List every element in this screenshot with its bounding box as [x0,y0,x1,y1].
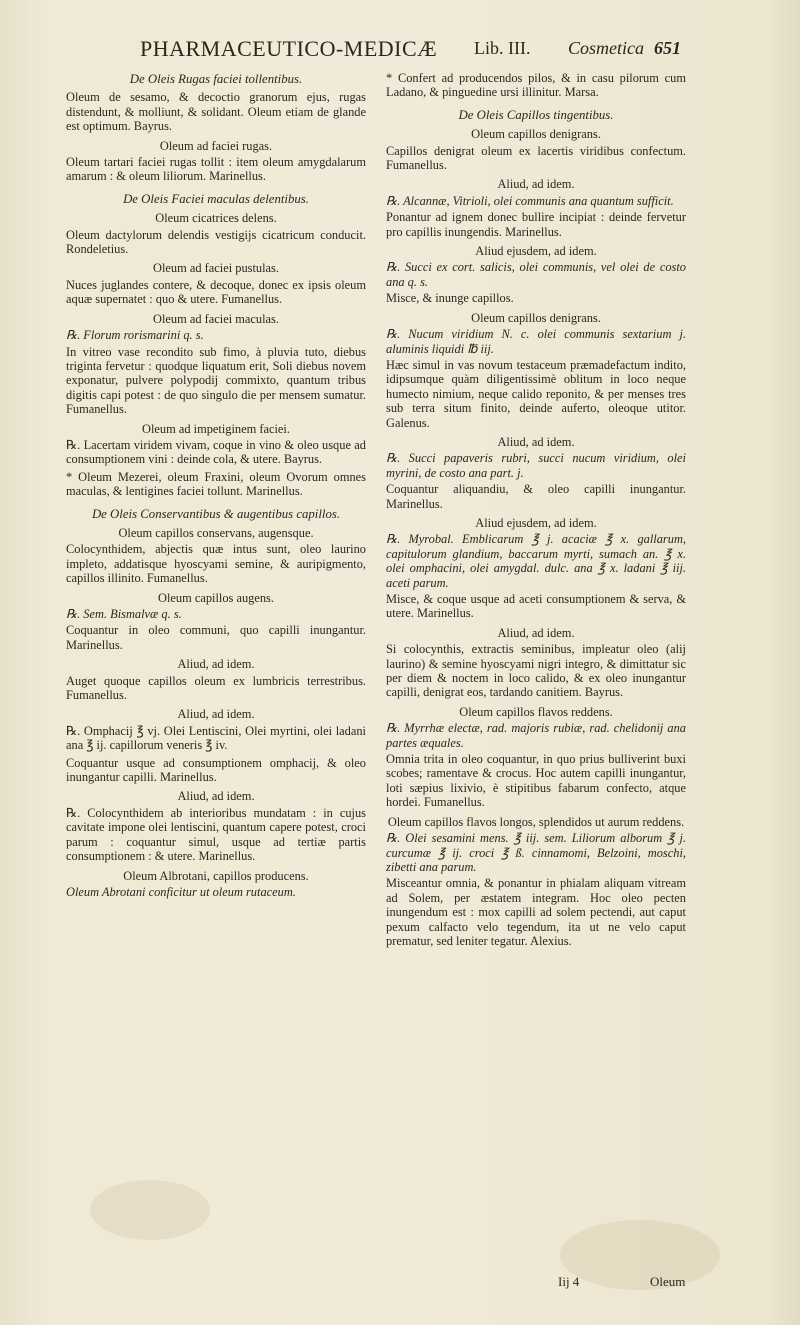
section-heading: De Oleis Capillos tingentibus. [458,107,614,122]
prescription-line: ℞. Nucum viridium N. c. olei communis sextarium j. aluminis liquidi ℔ iij. [386,327,686,356]
page-footer [0,1274,800,1298]
recipe-title: Aliud, ad idem. [177,789,255,804]
paragraph: Oleum tartari faciei rugas tollit : item oleum amygdalarum amarum : & oleum liliorum. Marinellus. [66,155,366,184]
recipe-title: Aliud, ad idem. [497,625,575,640]
prescription-line: ℞. Myrrhæ electæ, rad. majoris rubiæ, rad. chelidonij ana partes æquales. [386,721,686,750]
paragraph: Hæc simul in vas novum testaceum præmadefactum indito, idipsumque quàm diligentissimè oblitum in loco neque humecto nimium, neque calido reponito, & per menses tres sub terra situm finito, deinde auferto, oleoque utitor. Galenus. [386,357,686,430]
paper-stain [90,1180,210,1240]
paragraph: Coquantur usque ad consumptionem omphacij, & oleo inungantur capilli. Marinellus. [66,755,366,785]
section-heading: De Oleis Rugas faciei tollentibus. [129,72,303,86]
recipe-title: Oleum Albrotani, capillos producens. [123,868,309,883]
catchword: Oleum [650,1274,686,1289]
paragraph: * Confert ad producendos pilos, & in casu pilorum cum Ladano, & pinguedine ursi illinitur. Marsa. [386,71,686,100]
paragraph: In vitreo vase recondito sub fimo, à pluvia tuto, diebus triginta fervetur : quodque liquatum erit, Soli diebus novem exponatur, pulvere polypodij commixto, quantum tribus digitis capi potest : de quo singulo die per mensem sumatur. Fumanellus. [66,344,366,417]
prescription-line: ℞. Alcannæ, Vitrioli, olei communis ana quantum sufficit. [386,193,674,208]
paragraph: Nuces juglandes contere, & decoque, donec ex ipsis oleum aquæ supernatet : quo & utere. Fumanellus. [66,277,366,307]
prescription-line: ℞. Florum rorismarini q. s. [66,328,204,343]
book-number: Lib. III. [474,38,531,58]
recipe-title: Oleum cicatrices delens. [155,211,277,226]
paragraph: Si colocynthis, extractis seminibus, impleatur oleo (alij laurino) & semine hyoscyami nigri integro, & dimittatur sic per diem & noctem in loco calido, & ex oleo inungantur capilli, denigrat eos, tardando canitiem. Bayrus. [386,642,686,700]
paragraph: Oleum de sesamo, & decoctio granorum ejus, rugas distendunt, & molliunt, & solidant. Oleum etiam de glande est optimum. Bayrus. [66,90,366,134]
paragraph: Capillos denigrat oleum ex lacertis viridibus confectum. Fumanellus. [386,143,686,173]
recipe-title: Oleum capillos augens. [158,590,274,605]
paragraph: Omnia trita in oleo coquantur, in quo prius bulliverint buxi scobes; ramentave & crocus. Hoc autem capilli inungantur, loti sæpius lixivio, è stipitibus fabarum confecto, atque hordei. Fumanellus. [386,752,686,810]
page-number: 651 [654,38,681,58]
paragraph: Ponantur ad ignem donec bullire incipiat : deinde fervetur pro capillis inungendis. Marinellus. [386,210,686,239]
paragraph: ℞. Colocynthidem ab interioribus mundatam : in cujus cavitate impone olei lentiscini, quantum capere potest, croci parum : coquantur simul, usque ad tertiæ partis consumptionem : & utere. Marinellus. [66,805,366,864]
recipe-title: Aliud, ad idem. [177,657,255,672]
paragraph: Coquantur aliquandiu, & oleo capilli inungantur. Marinellus. [386,482,686,511]
prescription-line: ℞. Succi papaveris rubri, succi nucum viridium, olei myrini, de costo ana part. j. [386,451,686,480]
prescription-line: ℞. Olei sesamini mens. ℥ iij. sem. Liliorum alborum ℥ j. curcumæ ℥ ij. croci ℥ ß. cinnamomi, Belzoini, moschi, zibetti ana parum. [386,831,686,874]
section-title: Cosmetica [568,38,644,58]
left-column [66,72,366,901]
recipe-title: Oleum capillos conservans, augensque. [118,525,314,540]
paragraph: * Oleum Mezerei, oleum Fraxini, oleum Ovorum omnes maculas, & lentigines faciei tollunt. Marinellus. [66,469,366,499]
recipe-title: Aliud ejusdem, ad idem. [475,515,597,530]
section-heading: De Oleis Faciei maculas delentibus. [123,191,309,206]
paragraph: Colocynthidem, abjectis quæ intus sunt, oleo laurino impleto, addatisque hyoscyami semine, & auripigmento, capillos illinito. Fumanellus. [66,542,366,586]
running-title: PHARMACEUTICO-MEDICÆ [140,36,438,61]
paragraph: Misceantur omnia, & ponantur in phialam aliquam vitream ad Solem, per æstatem integram. Hoc oleo pecten inungendum est : mox capilli ad solem pectendi, aut caput pexum calfacto velo tegendum, ita ut ne velo caput prematur, sed leniter tegatur. Alexius. [386,876,686,948]
running-header [0,30,800,70]
prescription-line: ℞. Succi ex cort. salicis, olei communis, vel olei de costo ana q. s. [386,260,686,289]
recipe-title: Aliud ejusdem, ad idem. [475,244,597,259]
paragraph: Misce, & coque usque ad aceti consumptionem & serva, & utere. Marinellus. [386,592,686,621]
recipe-title: Oleum capillos denigrans. [471,127,601,142]
signature-mark: Iij 4 [558,1274,580,1289]
paragraph: ℞. Omphacij ℥ vj. Olei Lentiscini, Olei myrtini, olei ladani ana ℥ ij. capillorum veneris ℥ iv. [66,723,366,753]
recipe-title: Aliud, ad idem. [177,707,255,722]
paragraph: ℞. Lacertam viridem vivam, coque in vino & oleo usque ad consumptionem vini : deinde cola, & utere. Bayrus. [66,437,366,467]
recipe-title: Aliud, ad idem. [497,177,575,192]
paragraph: Misce, & inunge capillos. [386,291,514,306]
recipe-title: Oleum capillos denigrans. [471,310,601,325]
prescription-line: Oleum Abrotani conficitur ut oleum rutaceum. [66,884,296,899]
recipe-title: Oleum capillos flavos longos, splendidos ut aurum reddens. [387,814,685,829]
right-column [386,71,686,951]
recipe-title: Oleum ad impetiginem faciei. [142,421,290,436]
recipe-title: Oleum ad faciei maculas. [153,311,279,326]
recipe-title: Aliud, ad idem. [497,434,575,449]
paragraph: Coquantur in oleo communi, quo capilli inungantur. Marinellus. [66,623,366,652]
paragraph: Oleum dactylorum delendis vestigijs cicatricum conducit. Rondeletius. [66,227,366,257]
prescription-line: ℞. Sem. Bismalvæ q. s. [66,607,182,621]
prescription-line: ℞. Myrobal. Emblicarum ℥ j. acaciæ ℥ x. gallarum, capitulorum glandium, baccarum myrti, sumach an. ℥ x. olei omphacini, olei amygdal. dulc. ana ℥ x. ladani ℥ iij. aceti parum. [386,532,686,590]
recipe-title: Oleum capillos flavos reddens. [459,704,613,719]
paragraph: Auget quoque capillos oleum ex lumbricis terrestribus. Fumanellus. [66,673,366,703]
recipe-title: Oleum ad faciei rugas. [159,138,273,153]
recipe-title: Oleum ad faciei pustulas. [153,261,279,276]
section-heading: De Oleis Conservantibus & augentibus capillos. [91,506,341,521]
